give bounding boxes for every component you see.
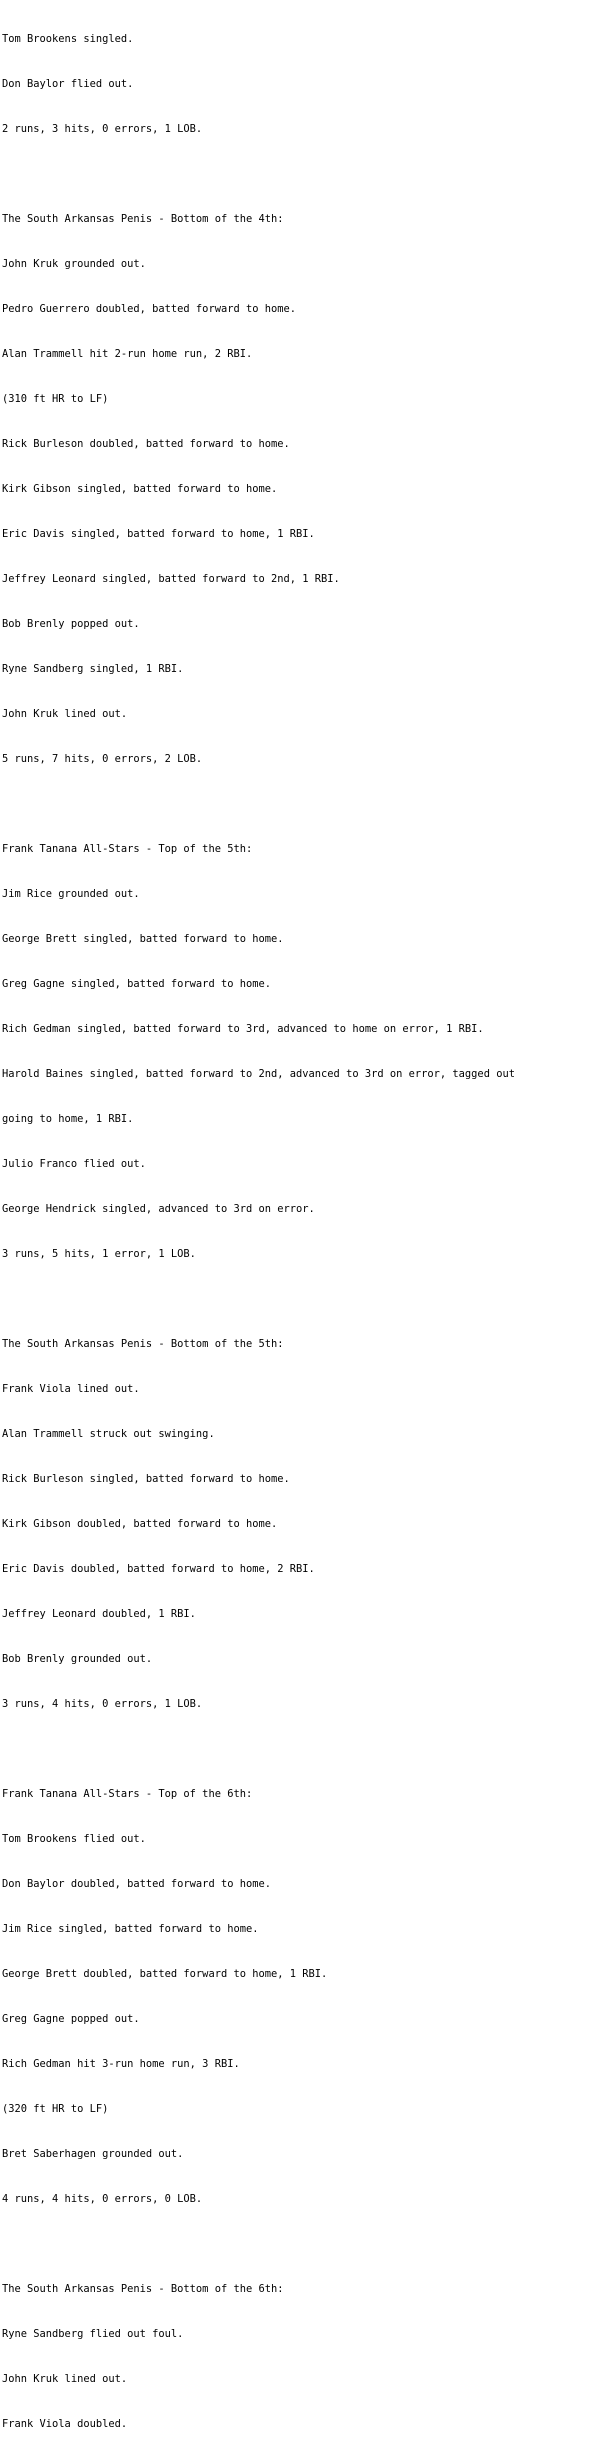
blank-line (2, 2237, 602, 2252)
log-line: Jeffrey Leonard doubled, 1 RBI. (2, 1608, 196, 1620)
log-line: John Kruk lined out. (2, 2373, 128, 2385)
play-by-play-log (2, 2, 602, 2447)
inning-header: The South Arkansas Penis - Bottom of the 6th: (2, 2283, 284, 2295)
log-line: Eric Davis doubled, batted forward to home, 2 RBI. (2, 1563, 315, 1575)
log-line: John Kruk lined out. (2, 708, 128, 720)
log-line: (310 ft HR to LF) (2, 393, 109, 405)
log-line: Julio Franco flied out. (2, 1158, 146, 1170)
log-line: Kirk Gibson doubled, batted forward to home. (2, 1518, 278, 1530)
inning-summary: 2 runs, 3 hits, 0 errors, 1 LOB. (2, 123, 203, 135)
blank-line (2, 167, 602, 182)
log-line: going to home, 1 RBI. (2, 1113, 134, 1125)
inning-header: Frank Tanana All-Stars - Top of the 6th: (2, 1788, 253, 1800)
log-line: Ryne Sandberg flied out foul. (2, 2328, 184, 2340)
log-line: Kirk Gibson singled, batted forward to home. (2, 483, 278, 495)
log-line: Alan Trammell hit 2-run home run, 2 RBI. (2, 348, 253, 360)
inning-header: Frank Tanana All-Stars - Top of the 5th: (2, 843, 253, 855)
log-line: Harold Baines singled, batted forward to 2nd, advanced to 3rd on error, tagged out (2, 1068, 515, 1080)
log-line: Alan Trammell struck out swinging. (2, 1428, 215, 1440)
log-line: George Brett doubled, batted forward to home, 1 RBI. (2, 1968, 328, 1980)
log-line: Jim Rice grounded out. (2, 888, 140, 900)
inning-summary: 3 runs, 5 hits, 1 error, 1 LOB. (2, 1248, 196, 1260)
log-line: Ryne Sandberg singled, 1 RBI. (2, 663, 184, 675)
log-line: George Brett singled, batted forward to home. (2, 933, 284, 945)
log-line: Rich Gedman singled, batted forward to 3rd, advanced to home on error, 1 RBI. (2, 1023, 484, 1035)
inning-summary: 4 runs, 4 hits, 0 errors, 0 LOB. (2, 2193, 203, 2205)
inning-summary: 5 runs, 7 hits, 0 errors, 2 LOB. (2, 753, 203, 765)
log-line: Greg Gagne singled, batted forward to home. (2, 978, 271, 990)
blank-line (2, 1292, 602, 1307)
inning-header: The South Arkansas Penis - Bottom of the 5th: (2, 1338, 284, 1350)
inning-header: The South Arkansas Penis - Bottom of the 4th: (2, 213, 284, 225)
log-line: Frank Viola lined out. (2, 1383, 140, 1395)
log-line: Rick Burleson doubled, batted forward to home. (2, 438, 290, 450)
log-line: Bob Brenly grounded out. (2, 1653, 153, 1665)
log-line: Eric Davis singled, batted forward to home, 1 RBI. (2, 528, 315, 540)
log-line: Pedro Guerrero doubled, batted forward to home. (2, 303, 297, 315)
log-line: Don Baylor flied out. (2, 78, 134, 90)
log-line: (320 ft HR to LF) (2, 2103, 109, 2115)
blank-line (2, 1742, 602, 1757)
log-line: Frank Viola doubled. (2, 2418, 128, 2430)
log-line: Bob Brenly popped out. (2, 618, 140, 630)
log-line: Don Baylor doubled, batted forward to home. (2, 1878, 271, 1890)
log-line: Greg Gagne popped out. (2, 2013, 140, 2025)
log-line: Rick Burleson singled, batted forward to home. (2, 1473, 290, 1485)
log-line: Bret Saberhagen grounded out. (2, 2148, 184, 2160)
inning-summary: 3 runs, 4 hits, 0 errors, 1 LOB. (2, 1698, 203, 1710)
log-line: Tom Brookens flied out. (2, 1833, 146, 1845)
log-line: George Hendrick singled, advanced to 3rd on error. (2, 1203, 315, 1215)
blank-line (2, 797, 602, 812)
log-line: Jim Rice singled, batted forward to home. (2, 1923, 259, 1935)
log-line: Tom Brookens singled. (2, 33, 134, 45)
log-line: Jeffrey Leonard singled, batted forward to 2nd, 1 RBI. (2, 573, 340, 585)
log-line: Rich Gedman hit 3-run home run, 3 RBI. (2, 2058, 240, 2070)
log-line: John Kruk grounded out. (2, 258, 146, 270)
